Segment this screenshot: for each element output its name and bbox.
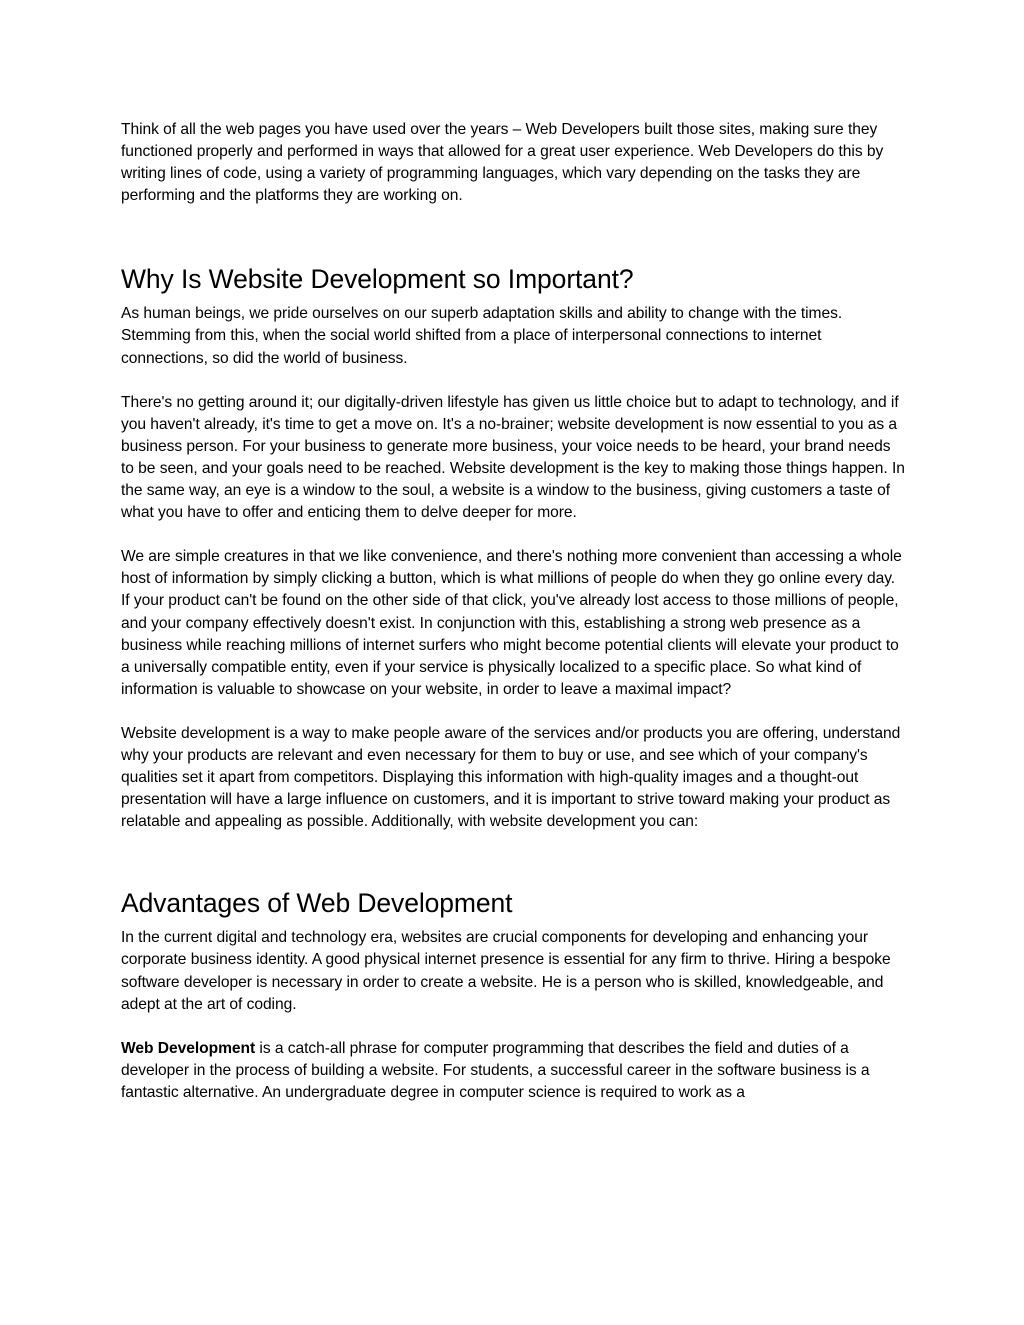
web-development-description: is a catch-all phrase for computer programming that describes the field and duties of a developer in the process of building a website. For students, a successful career in the software business is a fantastic alternative. An undergraduate degree in computer science is required to work as a (121, 1039, 870, 1101)
section-heading-why-important: Why Is Website Development so Important? (121, 264, 634, 295)
document-body (121, 119, 907, 1104)
paragraph-digital-lifestyle: There's no getting around it; our digitally-driven lifestyle has given us little choice but to adapt to technology, and if you haven't already, it's time to get a move on. It's a no-brainer; website development is now essential to you as a business person. For your business to generate more business, your voice needs to be heard, your brand needs to be seen, and your goals need to be reached. Website development is the key to making those things happen. In the same way, an eye is a window to the soul, a website is a window to the business, giving customers a taste of what you have to offer and enticing them to delve deeper for more. (121, 393, 905, 522)
paragraph-adaptation: As human beings, we pride ourselves on our superb adaptation skills and ability to change with the times. Stemming from this, when the social world shifted from a place of interpersonal connections to internet connections, so did the world of business. (121, 305, 843, 367)
paragraph-spacer (121, 370, 907, 392)
paragraph-convenience: We are simple creatures in that we like convenience, and there's nothing more convenient than accessing a whole host of information by simply clicking a button, which is what millions of people do when they go online every day. If your product can't be found on the other side of that click, you've already lost access to those millions of people, and your company effectively doesn't exist. In conjunction with this, establishing a strong web presence as a business while reaching millions of internet surfers who might become potential clients will elevate your product to a universally compatible entity, even if your service is physically localized to a specific place. So what kind of information is valuable to showcase on your website, in order to leave a maximal impact? (121, 548, 902, 698)
paragraph-spacer (121, 1016, 907, 1038)
paragraph-web-development (121, 1038, 907, 1104)
paragraph-digital-era: In the current digital and technology era, websites are crucial components for developing and enhancing your corporate business identity. A good physical internet presence is essential for any firm to thrive. Hiring a bespoke software developer is necessary in order to create a website. He is a person who is skilled, knowledgeable, and adept at the art of coding. (121, 929, 891, 1013)
paragraph-spacer (121, 524, 907, 546)
intro-paragraph: Think of all the web pages you have used over the years – Web Developers built those sites, making sure they functioned properly and performed in ways that allowed for a great user experience. Web Developers do this by writing lines of code, using a variety of programming languages, which vary depending on the tasks they are performing and the platforms they are working on. (121, 121, 884, 205)
section-heading-advantages: Advantages of Web Development (121, 888, 513, 919)
paragraph-awareness: Website development is a way to make people aware of the services and/or products you are offering, understand why your products are relevant and even necessary for them to buy or use, and see which of your company's qualities set it apart from competitors. Displaying this information with high-quality images and a thought-out presentation will have a large influence on customers, and it is important to strive toward making your product as relatable and appealing as possible. Additionally, with website development you can: (121, 724, 901, 831)
web-development-term: Web Development (121, 1039, 256, 1057)
paragraph-spacer (121, 701, 907, 723)
